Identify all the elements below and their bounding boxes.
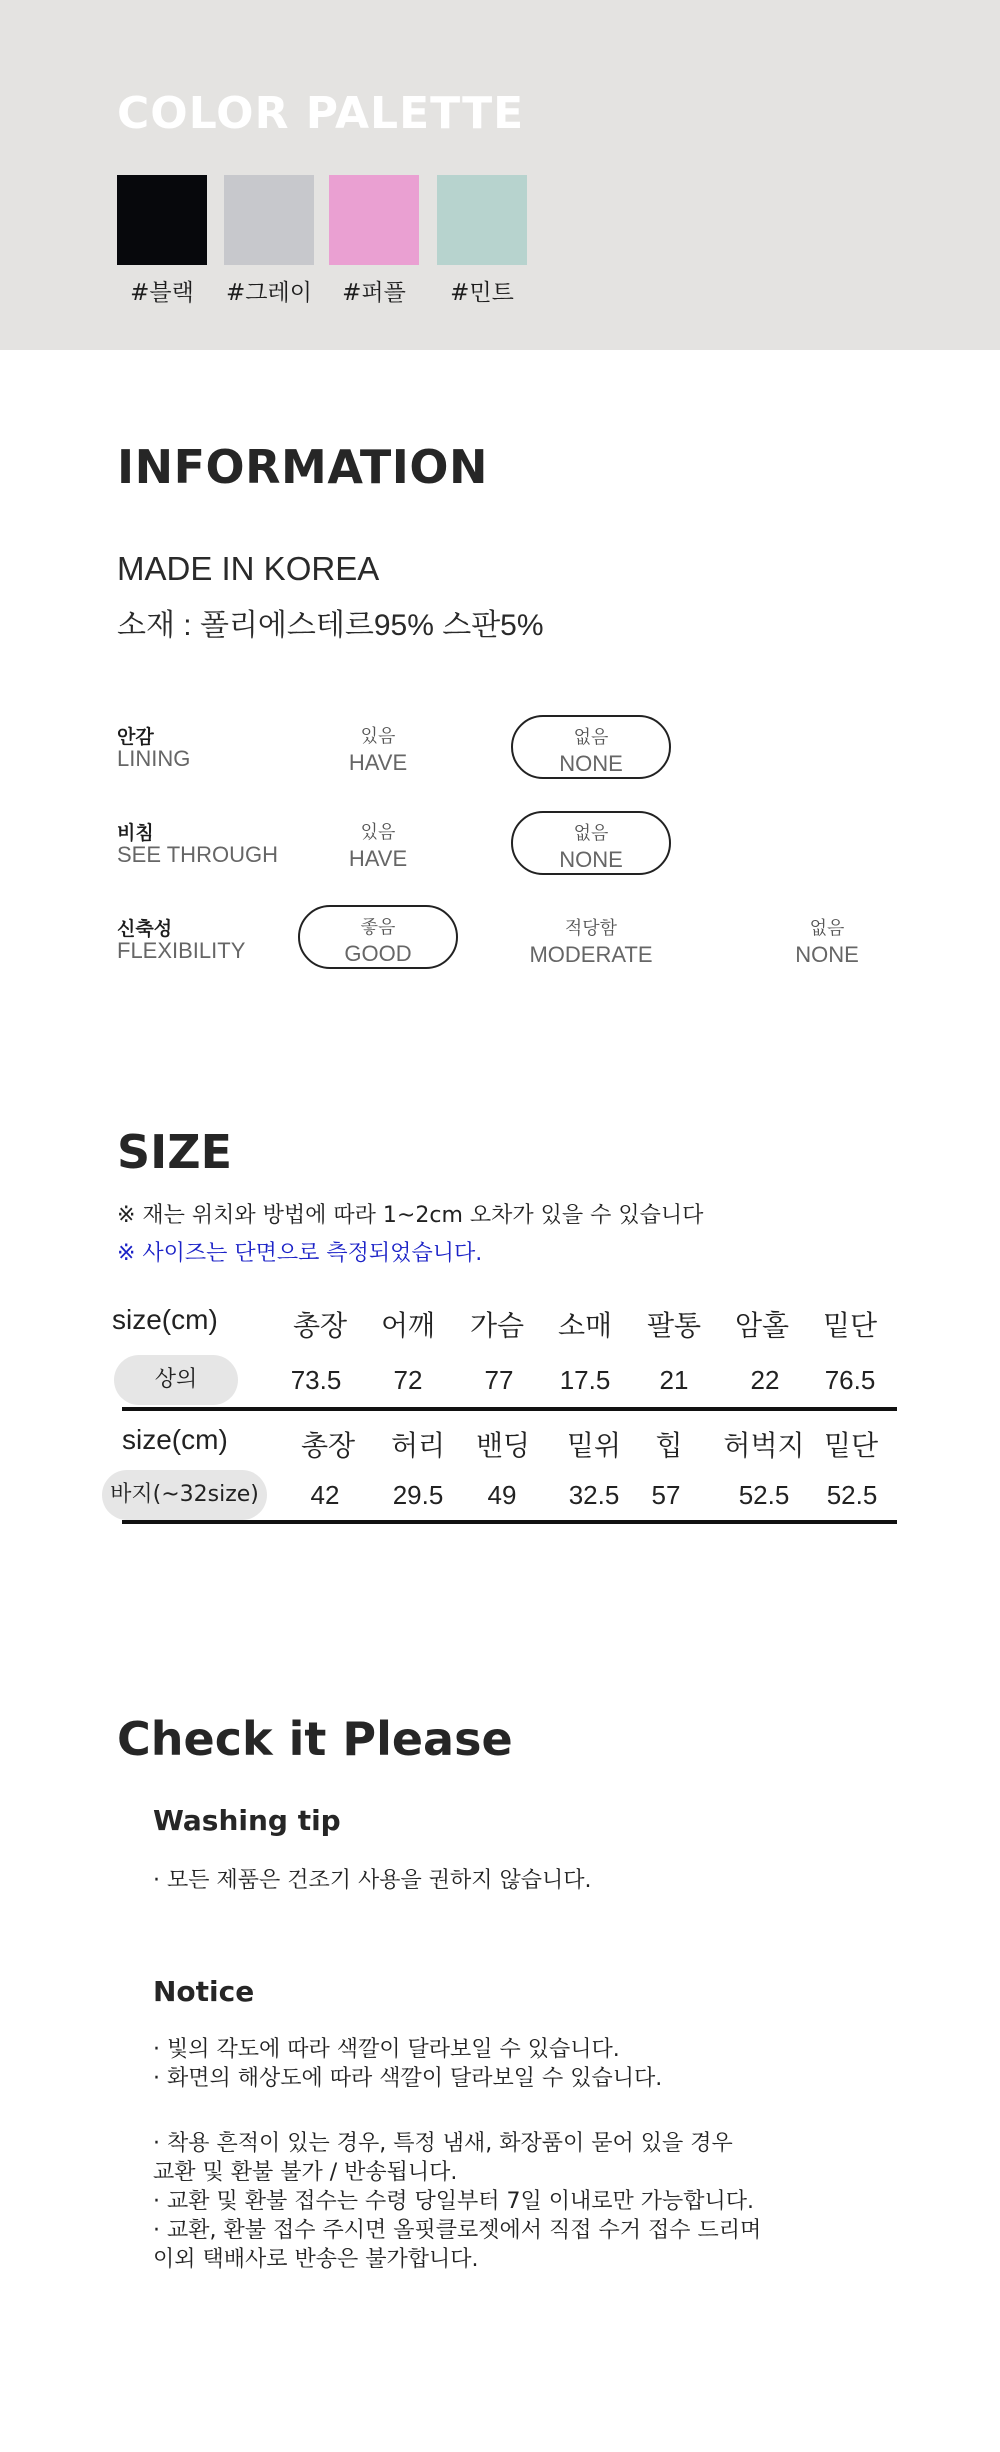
top-header-length: 총장 <box>292 1310 348 1341</box>
option-en: HAVE <box>348 846 408 871</box>
bottom-header-length: 총장 <box>300 1430 356 1461</box>
top-header-shoulder: 어깨 <box>380 1310 436 1341</box>
top-value-chest: 77 <box>484 1365 514 1395</box>
see-through-option-none-selected <box>511 811 671 875</box>
attr-lining-ko: 안감 <box>117 726 154 748</box>
bottom-unit-label: size(cm) <box>122 1424 228 1455</box>
bottom-table-rule <box>122 1520 897 1524</box>
notice-line: · 빛의 각도에 따라 색깔이 달라보일 수 있습니다. <box>153 2037 620 2062</box>
notice-line: · 착용 흔적이 있는 경우, 특정 냄새, 화장품이 묻어 있을 경우 <box>153 2131 733 2156</box>
washing-tip-line: · 모든 제품은 건조기 사용을 권하지 않습니다. <box>153 1868 592 1893</box>
option-ko: 없음 <box>573 727 609 748</box>
option-en: NONE <box>559 847 623 872</box>
made-in: MADE IN KOREA <box>117 550 380 587</box>
top-unit-label: size(cm) <box>112 1304 218 1335</box>
bottom-value-rise: 32.5 <box>568 1480 620 1510</box>
option-ko: 적당함 <box>564 918 618 939</box>
top-header-chest: 가슴 <box>469 1310 525 1341</box>
size-title: SIZE <box>117 1125 233 1179</box>
lining-option-none-selected <box>511 715 671 779</box>
option-en: NONE <box>795 942 859 967</box>
bottom-value-thigh: 52.5 <box>738 1480 790 1510</box>
washing-tip-title: Washing tip <box>153 1804 341 1837</box>
top-row-label: 상의 <box>114 1355 238 1405</box>
swatch-label-black: #블랙 <box>130 280 194 306</box>
notice-line: 이외 택배사로 반송은 불가합니다. <box>153 2247 479 2272</box>
swatch-purple <box>329 175 419 265</box>
option-ko: 없음 <box>809 918 845 939</box>
bottom-header-thigh: 허벅지 <box>723 1430 805 1461</box>
color-palette-section <box>0 0 1000 350</box>
bottom-header-hem: 밑단 <box>823 1430 879 1461</box>
material: 소재 : 폴리에스테르95% 스판5% <box>117 609 544 642</box>
top-value-length: 73.5 <box>290 1365 342 1395</box>
washing-tip-text <box>153 1866 591 1895</box>
notice-line: · 화면의 해상도에 따라 색깔이 달라보일 수 있습니다. <box>153 2066 663 2091</box>
option-en: HAVE <box>348 750 408 775</box>
bottom-header-hip: 힙 <box>655 1430 683 1461</box>
option-en: NONE <box>559 751 623 776</box>
option-ko: 있음 <box>360 726 396 747</box>
attr-flexibility-en: FLEXIBILITY <box>117 938 246 963</box>
bottom-value-waist: 29.5 <box>392 1480 444 1510</box>
top-value-arm-width: 21 <box>659 1365 689 1395</box>
bottom-header-rise: 밑위 <box>566 1430 622 1461</box>
option-en: MODERATE <box>529 942 653 967</box>
bottom-header-banding: 밴딩 <box>475 1430 531 1461</box>
swatch-label-mint: #민트 <box>450 280 514 306</box>
bottom-value-banding: 49 <box>487 1480 517 1510</box>
option-ko: 없음 <box>573 823 609 844</box>
swatch-black <box>117 175 207 265</box>
lining-option-have <box>298 722 458 776</box>
top-header-arm-width: 팔통 <box>646 1310 702 1341</box>
palette-title: COLOR PALETTE <box>117 88 525 139</box>
bottom-header-waist: 허리 <box>390 1430 446 1461</box>
top-header-armhole: 암홀 <box>734 1310 790 1341</box>
notice-line: 교환 및 환불 불가 / 반송됩니다. <box>153 2160 458 2185</box>
option-en: GOOD <box>344 941 412 966</box>
notice-line: · 교환, 환불 접수 주시면 올핏클로젯에서 직접 수거 접수 드리며 <box>153 2218 762 2243</box>
top-value-shoulder: 72 <box>393 1365 423 1395</box>
option-ko: 좋음 <box>360 917 396 938</box>
bottom-value-hem: 52.5 <box>826 1480 878 1510</box>
notice-group-1 <box>153 2035 662 2093</box>
attr-flexibility-ko: 신축성 <box>117 918 173 940</box>
see-through-option-have <box>298 818 458 872</box>
attr-see-through-ko: 비침 <box>117 822 154 844</box>
swatch-label-purple: #퍼플 <box>342 280 406 306</box>
top-header-sleeve: 소매 <box>557 1310 613 1341</box>
top-value-hem: 76.5 <box>824 1365 876 1395</box>
attr-see-through-en: SEE THROUGH <box>117 842 278 867</box>
flexibility-option-none <box>747 914 907 968</box>
information-title: INFORMATION <box>117 440 488 494</box>
notice-line: · 교환 및 환불 접수는 수령 당일부터 7일 이내로만 가능합니다. <box>153 2189 754 2214</box>
size-note-error: ※ 재는 위치와 방법에 따라 1~2cm 오차가 있을 수 있습니다 <box>117 1203 704 1228</box>
flexibility-option-moderate <box>511 914 671 968</box>
notice-title: Notice <box>153 1975 255 2008</box>
top-value-armhole: 22 <box>750 1365 780 1395</box>
notice-group-2 <box>153 2129 761 2274</box>
flexibility-option-good-selected <box>298 905 458 969</box>
option-ko: 있음 <box>360 822 396 843</box>
top-header-hem: 밑단 <box>822 1310 878 1341</box>
top-table-rule <box>122 1407 897 1411</box>
bottom-value-hip: 57 <box>651 1480 681 1510</box>
bottom-row-label: 바지(~32size) <box>102 1470 267 1520</box>
attr-lining-en: LINING <box>117 746 191 771</box>
swatch-gray <box>224 175 314 265</box>
swatch-mint <box>437 175 527 265</box>
bottom-value-length: 42 <box>310 1480 340 1510</box>
swatch-label-gray: #그레이 <box>226 280 312 306</box>
top-value-sleeve: 17.5 <box>559 1365 611 1395</box>
check-title: Check it Please <box>117 1712 513 1766</box>
size-note-measure: ※ 사이즈는 단면으로 측정되었습니다. <box>117 1241 483 1266</box>
